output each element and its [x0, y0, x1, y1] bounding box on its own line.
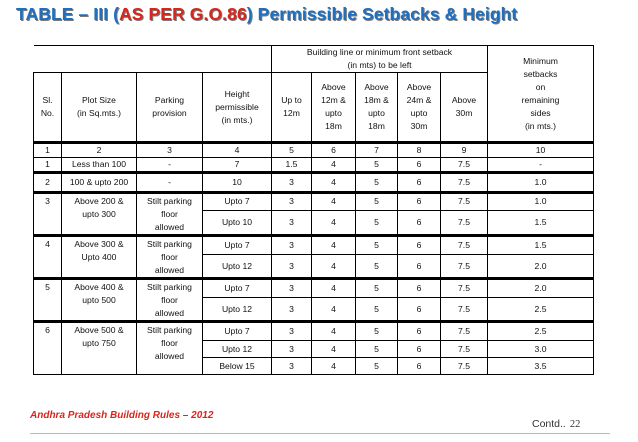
cell-value: 3: [272, 210, 312, 235]
cell-value: 5: [356, 341, 398, 358]
cell-value: 7.5: [441, 236, 488, 255]
page-number: 22: [569, 419, 581, 430]
cell-height: Upto 12: [203, 341, 272, 358]
cell-height: Upto 7: [203, 279, 272, 298]
cell-value: 3: [272, 173, 312, 193]
header-plot-size: Plot Size (in Sq.mts.): [62, 73, 137, 143]
cell-plot: 100 & upto 200: [62, 173, 137, 193]
cell-sl: 5: [34, 279, 62, 322]
cell-value: 6: [398, 210, 441, 235]
cell-min: 2.0: [488, 255, 594, 279]
col-num: 3: [137, 143, 203, 158]
cell-value: 5: [356, 298, 398, 322]
cell-value: 5: [356, 210, 398, 235]
cell-value: 3: [272, 298, 312, 322]
contd-label: Contd..: [532, 418, 566, 430]
header-sub-1: Up to 12m: [272, 73, 312, 143]
cell-value: 7.5: [441, 193, 488, 211]
cell-value: 6: [398, 341, 441, 358]
header-height: Height permissible (in mts.): [203, 73, 272, 143]
cell-height: Upto 12: [203, 298, 272, 322]
cell-height: Upto 7: [203, 236, 272, 255]
cell-height: Upto 7: [203, 193, 272, 211]
table-row: [34, 322, 594, 341]
cell-sl: 2: [34, 173, 62, 193]
title-prefix: TABLE – III (: [16, 4, 120, 24]
footer-divider: [30, 433, 610, 434]
cell-value: 4: [312, 298, 356, 322]
cell-plot: Less than 100: [62, 158, 137, 173]
cell-plot: Above 300 & Upto 400: [62, 236, 137, 279]
cell-value: 3: [272, 341, 312, 358]
cell-value: 3: [272, 255, 312, 279]
cell-value: 6: [398, 193, 441, 211]
cell-value: 6: [398, 173, 441, 193]
cell-parking: -: [137, 158, 203, 173]
table-row: [34, 236, 594, 255]
cell-min: 1.5: [488, 236, 594, 255]
cell-value: 7.5: [441, 210, 488, 235]
footer-source: Andhra Pradesh Building Rules – 2012: [30, 410, 214, 421]
table-row: [34, 279, 594, 298]
cell-plot: Above 200 & upto 300: [62, 193, 137, 236]
header-parking: Parking provision: [137, 73, 203, 143]
cell-value: 7.5: [441, 298, 488, 322]
cell-value: 5: [356, 279, 398, 298]
cell-value: 4: [312, 236, 356, 255]
cell-value: 7.5: [441, 341, 488, 358]
cell-height: Upto 7: [203, 322, 272, 341]
cell-sl: 1: [34, 158, 62, 173]
col-num: 5: [272, 143, 312, 158]
cell-value: 4: [312, 341, 356, 358]
header-building-line: Building line or minimum front setback (in mts) to be left: [272, 46, 488, 73]
cell-sl: 4: [34, 236, 62, 279]
cell-height: 10: [203, 173, 272, 193]
col-num: 8: [398, 143, 441, 158]
setbacks-table: [33, 45, 594, 375]
col-num: 10: [488, 143, 594, 158]
cell-value: 5: [356, 236, 398, 255]
cell-value: 6: [398, 255, 441, 279]
cell-value: 7.5: [441, 158, 488, 173]
cell-height: Below 15: [203, 358, 272, 375]
header-min-setbacks: Minimum setbacks on remaining sides (in mts.): [488, 46, 594, 143]
header-sub-3: Above 18m & upto 18m: [356, 73, 398, 143]
cell-value: 3: [272, 193, 312, 211]
cell-min: 2.5: [488, 322, 594, 341]
cell-value: 6: [398, 322, 441, 341]
cell-value: 7.5: [441, 358, 488, 375]
cell-min: 3.5: [488, 358, 594, 375]
table-row: [34, 158, 594, 173]
cell-parking: Stilt parking floor allowed: [137, 279, 203, 322]
col-num: 4: [203, 143, 272, 158]
cell-value: 6: [398, 158, 441, 173]
cell-parking: -: [137, 173, 203, 193]
header-sub-2: Above 12m & upto 18m: [312, 73, 356, 143]
cell-min: 1.5: [488, 210, 594, 235]
cell-value: 4: [312, 210, 356, 235]
cell-height: Upto 10: [203, 210, 272, 235]
cell-value: 5: [356, 193, 398, 211]
cell-value: 7.5: [441, 173, 488, 193]
cell-plot: Above 500 & upto 750: [62, 322, 137, 375]
cell-value: 5: [356, 158, 398, 173]
footer-pager: [532, 418, 580, 430]
cell-plot: Above 400 & upto 500: [62, 279, 137, 322]
col-num: 2: [62, 143, 137, 158]
cell-value: 3: [272, 358, 312, 375]
cell-sl: 6: [34, 322, 62, 375]
column-number-row: [34, 143, 594, 158]
cell-parking: Stilt parking floor allowed: [137, 193, 203, 236]
cell-value: 6: [398, 236, 441, 255]
cell-value: 4: [312, 255, 356, 279]
title-suffix: ) Permissible Setbacks & Height: [246, 4, 518, 24]
table-row: [34, 193, 594, 211]
cell-value: 5: [356, 322, 398, 341]
cell-value: 7.5: [441, 322, 488, 341]
cell-height: 7: [203, 158, 272, 173]
cell-value: 4: [312, 279, 356, 298]
cell-parking: Stilt parking floor allowed: [137, 322, 203, 375]
col-num: 6: [312, 143, 356, 158]
cell-min: 3.0: [488, 341, 594, 358]
cell-value: 7.5: [441, 255, 488, 279]
cell-value: 6: [398, 358, 441, 375]
cell-value: 7.5: [441, 279, 488, 298]
cell-value: 5: [356, 358, 398, 375]
cell-min: 1.0: [488, 173, 594, 193]
header-blank: [34, 46, 272, 73]
table-row: [34, 173, 594, 193]
header-sl: Sl. No.: [34, 73, 62, 143]
title-highlight: AS PER G.O.86: [119, 4, 247, 24]
cell-value: 3: [272, 236, 312, 255]
col-num: 1: [34, 143, 62, 158]
cell-min: 2.5: [488, 298, 594, 322]
cell-value: 4: [312, 358, 356, 375]
cell-value: 5: [356, 173, 398, 193]
cell-height: Upto 12: [203, 255, 272, 279]
col-num: 9: [441, 143, 488, 158]
cell-value: 1.5: [272, 158, 312, 173]
cell-value: 4: [312, 193, 356, 211]
cell-value: 6: [398, 279, 441, 298]
cell-value: 3: [272, 322, 312, 341]
cell-value: 4: [312, 158, 356, 173]
cell-min: 2.0: [488, 279, 594, 298]
slide-title: [16, 4, 517, 25]
cell-sl: 3: [34, 193, 62, 236]
col-num: 7: [356, 143, 398, 158]
header-sub-5: Above 30m: [441, 73, 488, 143]
cell-value: 4: [312, 322, 356, 341]
header-sub-4: Above 24m & upto 30m: [398, 73, 441, 143]
cell-parking: Stilt parking floor allowed: [137, 236, 203, 279]
cell-value: 3: [272, 279, 312, 298]
cell-value: 5: [356, 255, 398, 279]
header-row-top: [34, 46, 594, 73]
cell-min: 1.0: [488, 193, 594, 211]
cell-min: -: [488, 158, 594, 173]
cell-value: 4: [312, 173, 356, 193]
cell-value: 6: [398, 298, 441, 322]
